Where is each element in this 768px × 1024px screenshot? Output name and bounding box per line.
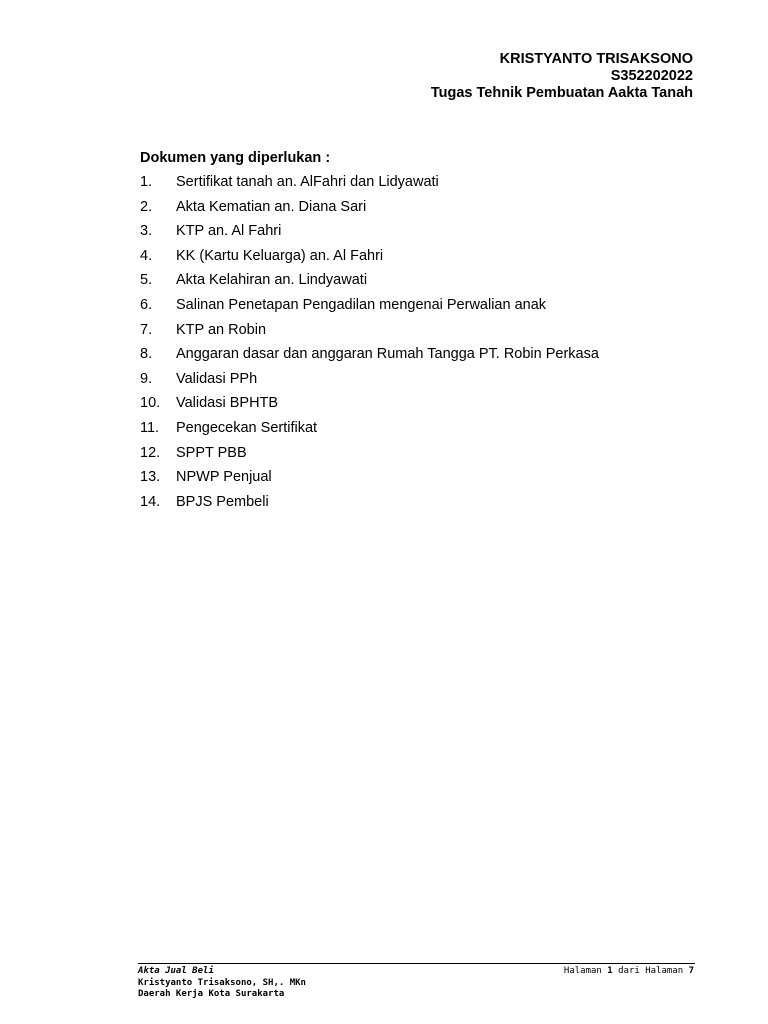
footer-author: Kristyanto Trisaksono, SH,. MKn: [138, 977, 306, 988]
page-header: [431, 51, 693, 102]
list-item-text: KTP an. Al Fahri: [176, 223, 282, 240]
list-item: [140, 248, 700, 273]
list-item-number: 2.: [140, 198, 153, 215]
list-item: [140, 322, 700, 347]
list-item: [140, 494, 700, 519]
page-of-label: dari Halaman: [618, 966, 684, 976]
list-item-number: 5.: [140, 272, 153, 289]
document-list: [140, 174, 700, 518]
list-item: [140, 174, 700, 199]
list-item-number: 12.: [140, 444, 161, 461]
list-item-text: Salinan Penetapan Pengadilan mengenai Perwalian anak: [176, 296, 547, 313]
footer-region: Daerah Kerja Kota Surakarta: [138, 989, 285, 999]
list-item: [140, 297, 700, 322]
footer-info: [138, 966, 306, 1001]
author-name: KRISTYANTO TRISAKSONO: [499, 51, 693, 67]
list-item: [140, 469, 700, 494]
list-item-number: 10.: [140, 395, 161, 412]
list-item-number: 6.: [140, 296, 153, 313]
list-item-number: 1.: [140, 174, 153, 190]
list-item-number: 7.: [140, 321, 153, 338]
list-item: [140, 371, 700, 396]
assignment-title: Tugas Tehnik Pembuatan Aakta Tanah: [430, 85, 693, 101]
list-item: [140, 272, 700, 297]
list-item-number: 13.: [140, 469, 161, 486]
list-item-text: NPWP Penjual: [176, 469, 272, 486]
student-id: S352202022: [610, 68, 693, 84]
list-item-text: Pengecekan Sertifikat: [176, 419, 318, 436]
list-item-text: Sertifikat tanah an. AlFahri dan Lidyawati: [176, 174, 439, 190]
footer-divider: [138, 963, 695, 964]
list-item-text: Validasi PPh: [176, 370, 258, 387]
list-item-number: 3.: [140, 223, 153, 240]
page-total: 7: [688, 966, 694, 976]
list-item: [140, 223, 700, 248]
list-item-number: 11.: [140, 419, 160, 436]
list-item-number: 14.: [140, 493, 161, 510]
list-item-number: 8.: [140, 346, 153, 363]
footer-doc-title: Akta Jual Beli: [138, 966, 214, 976]
page-number: [564, 966, 694, 978]
list-item: [140, 445, 700, 470]
page-current: 1: [607, 966, 613, 976]
list-item-text: SPPT PBB: [176, 444, 247, 461]
list-item-text: KTP an Robin: [176, 321, 267, 338]
list-item-text: BPJS Pembeli: [176, 493, 269, 510]
list-item-text: Akta Kematian an. Diana Sari: [176, 198, 367, 215]
list-item: [140, 395, 700, 420]
list-item-number: 9.: [140, 370, 153, 387]
page-label: Halaman: [563, 966, 602, 976]
section-title: Dokumen yang diperlukan :: [140, 150, 331, 166]
list-item-text: KK (Kartu Keluarga) an. Al Fahri: [176, 247, 384, 264]
list-item-text: Anggaran dasar dan anggaran Rumah Tangga PT. Robin Perkasa: [176, 346, 599, 363]
list-item: [140, 199, 700, 224]
list-item-text: Akta Kelahiran an. Lindyawati: [176, 272, 368, 289]
list-item: [140, 420, 700, 445]
list-item: [140, 346, 700, 371]
list-item-text: Validasi BPHTB: [176, 395, 279, 412]
list-item-number: 4.: [140, 247, 153, 264]
